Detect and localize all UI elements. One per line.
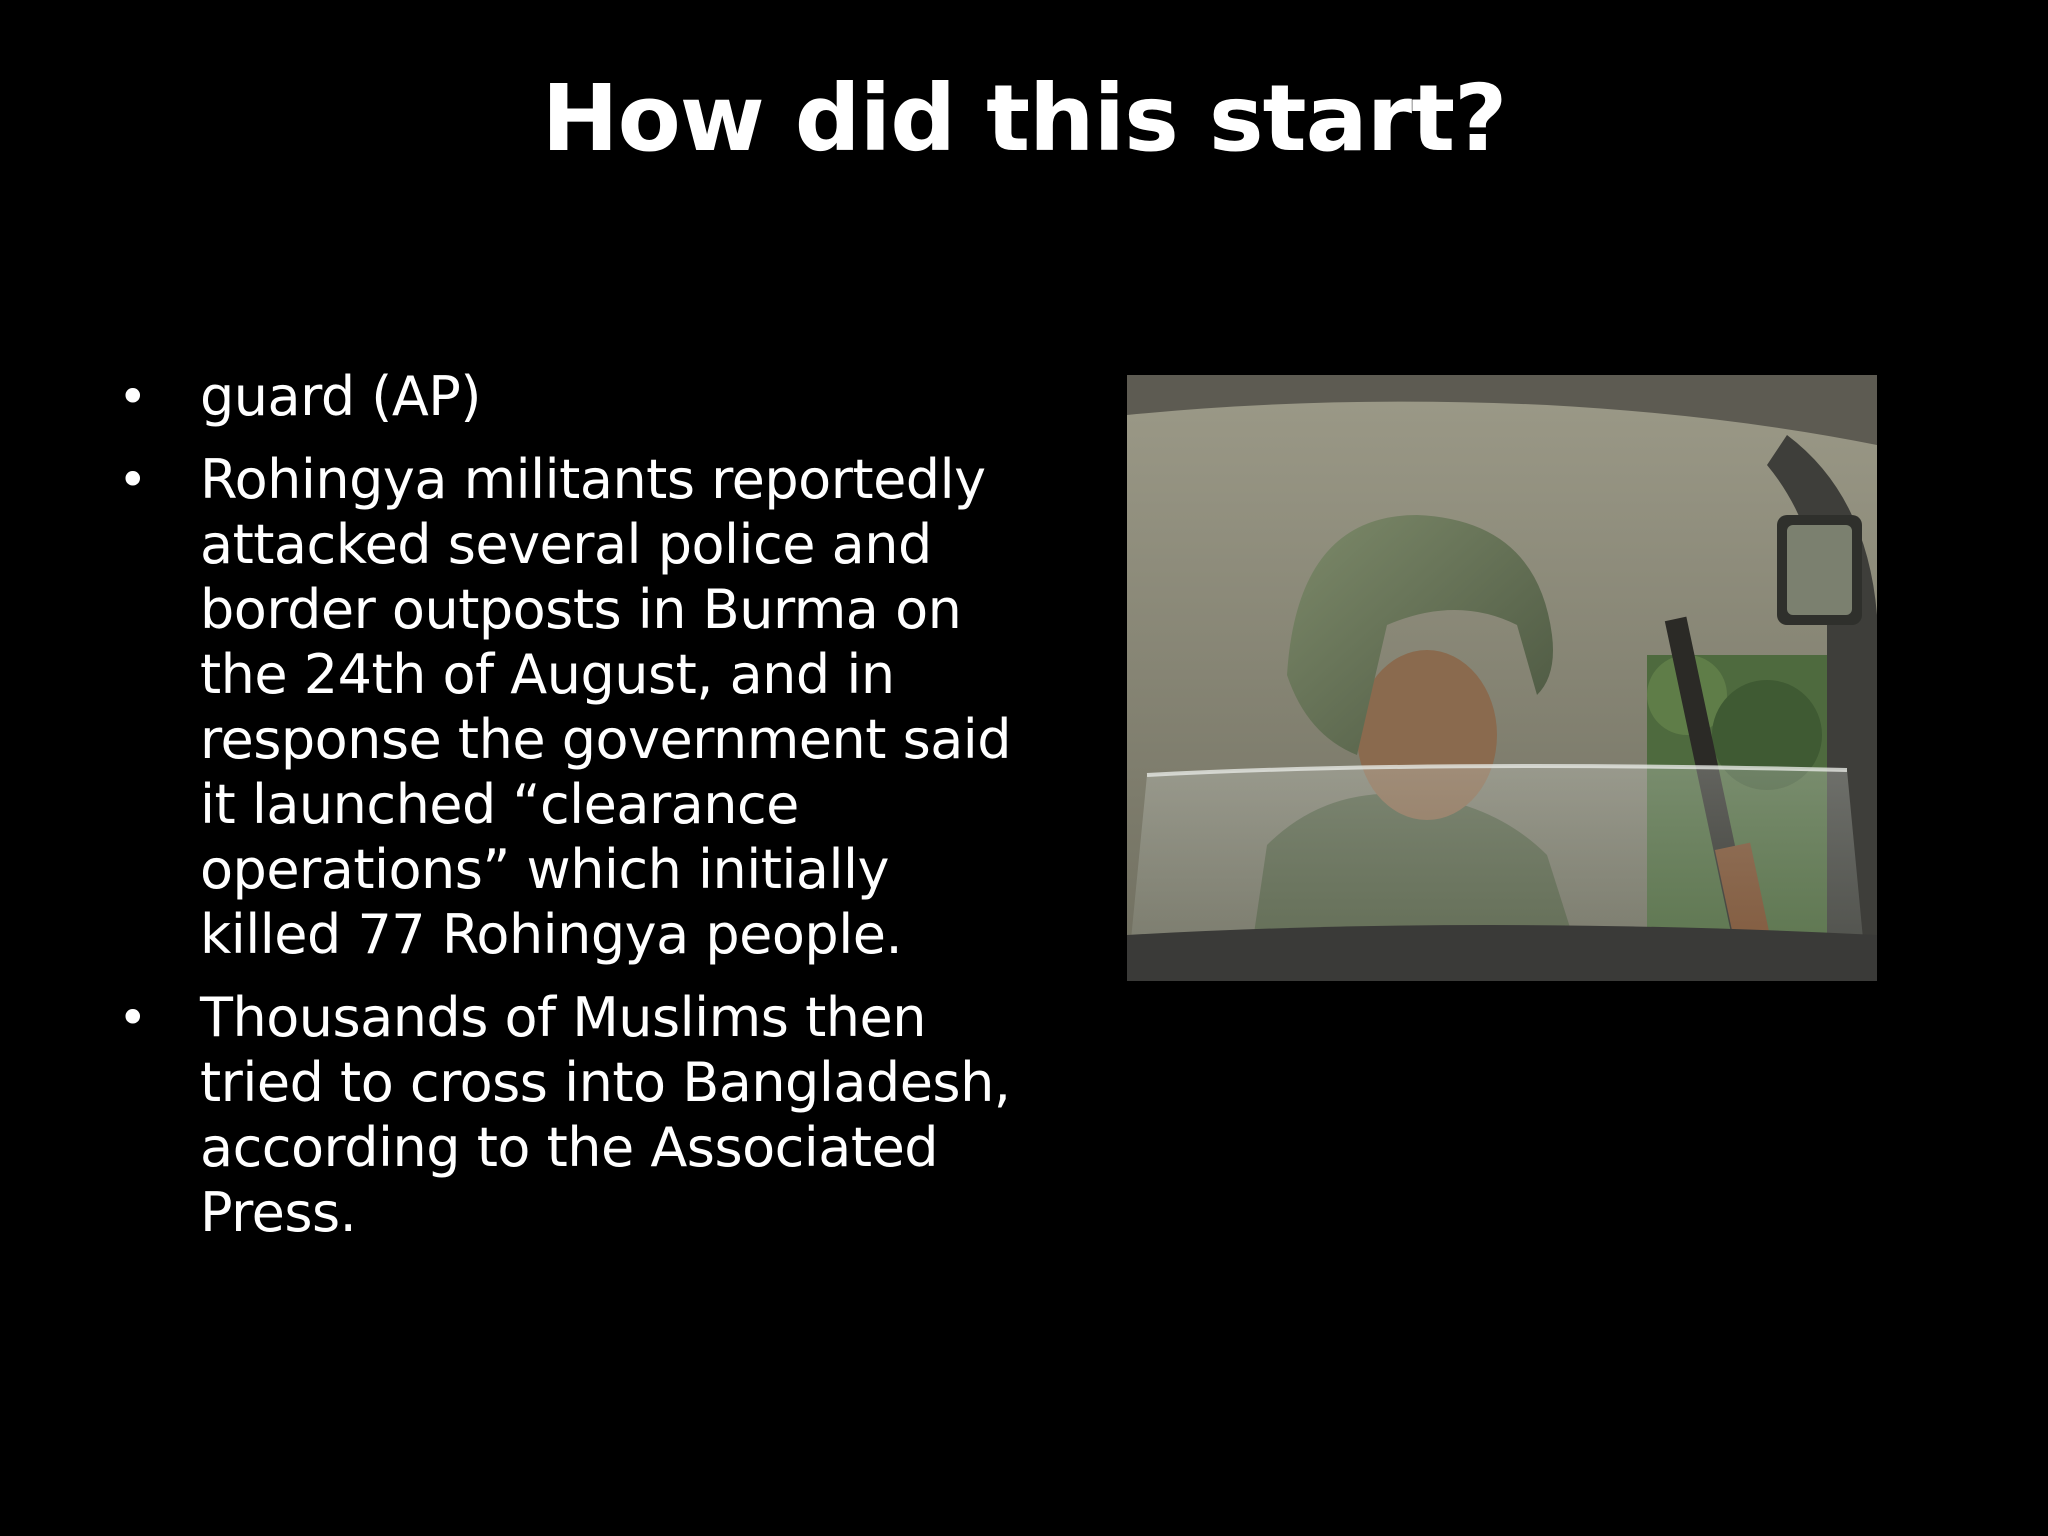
- slide-title: How did this start?: [541, 65, 1507, 172]
- bullet-item: [118, 447, 1018, 967]
- bullet-text: guard (AP): [200, 365, 481, 428]
- bullet-text: Rohingya militants reportedly attacked several police and border outposts in Burma on the 24th of August, and in response the government said it launched “clearance operations” which initially killed 77 Rohingya people.: [200, 448, 1012, 966]
- bullet-marker: •: [118, 451, 148, 509]
- bullet-list: [118, 364, 1018, 1263]
- bullet-text: Thousands of Muslims then tried to cross into Bangladesh, according to the Associated Press.: [200, 986, 1011, 1244]
- bullet-marker: •: [118, 368, 148, 426]
- bullet-marker: •: [118, 989, 148, 1047]
- bullet-item: [118, 364, 1018, 429]
- photo-illustration: [1127, 375, 1877, 981]
- soldier-in-vehicle-photo: [1127, 375, 1877, 981]
- bullet-item: [118, 985, 1018, 1245]
